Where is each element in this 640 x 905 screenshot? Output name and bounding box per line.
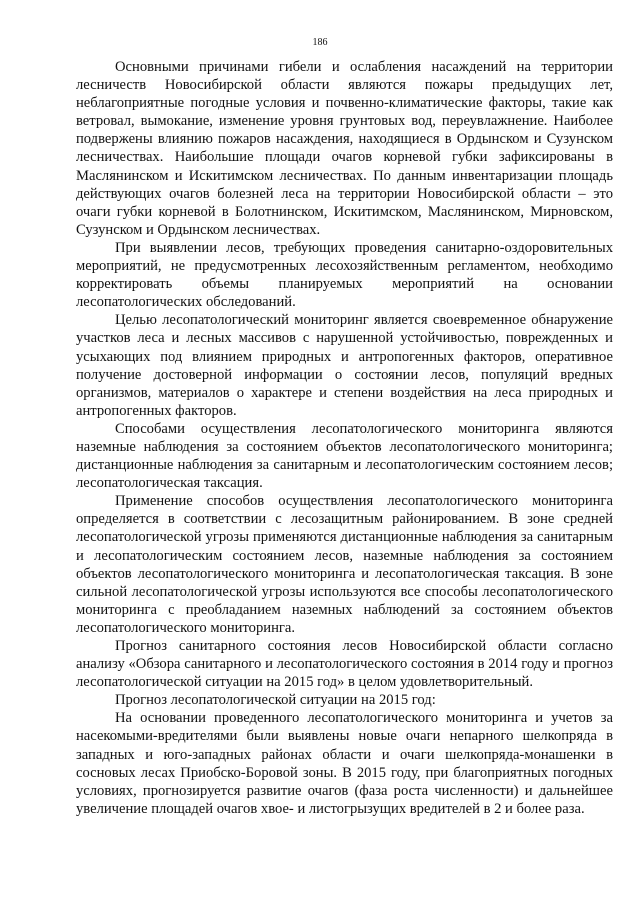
page-number: 186 bbox=[312, 37, 328, 48]
paragraph-pest-forecast: На основании проведенного лесопатологического мониторинга и учетов за насекомыми-вредителями были выявлены новые очаги непарного шелкопряда в западных и юго-западных районах области и очаги шелкопряда-монашенки в сосновых лесах Приобско-Боровой зоны. В 2015 году, при благоприятных погодных условиях, прогнозируется развитие очагов (фаза роста численности) и дальнейшее увеличение площадей очагов хвое- и листогрызущих вредителей в 2 и более раза. bbox=[76, 710, 613, 817]
document-body bbox=[76, 58, 613, 818]
paragraph-forecast-heading: Прогноз лесопатологической ситуации на 2015 год: bbox=[115, 692, 436, 709]
paragraph-causes-of-forest-loss: Основными причинами гибели и ослабления насаждений на территории лесничеств Новосибирской области являются пожары предыдущих лет, неблагоприятные погодные условия и почвенно-климатические факторы, такие как ветровал, вымокание, изменение уровня грунтовых вод, переувлажнение. Наиболее подвержены влиянию пожаров насаждения, находящиеся в Ордынском и Сузунском лесничествах. Наибольшие площади очагов корневой губки зафиксированы в Маслянинском и Искитимском лесничествах. По данным инвентаризации площадь действующих очагов болезней леса на территории Новосибирской области – это очаги губки корневой в Болотнинском, Искитимском, Маслянинском, Мирновском, Сузунском и Ордынском лесничествах. bbox=[76, 59, 613, 238]
paragraph-zoning-application: Применение способов осуществления лесопатологического мониторинга определяется в соответствии с лесозащитным районированием. В зоне средней лесопатологической угрозы применяются дистанционные наблюдения за санитарным и лесопатологическим состоянием лесов, наземные наблюдения за состоянием объектов лесопатологического мониторинга и лесопатологическая таксация. В зоне сильной лесопатологической угрозы используются все способы лесопатологического мониторинга с преобладанием наземных наблюдений за состоянием объектов лесопатологического мониторинга. bbox=[76, 493, 613, 636]
paragraph-monitoring-goal: Целью лесопатологический мониторинг является своевременное обнаружение участков леса и лесных массивов с нарушенной устойчивостью, поврежденных и усыхающих под влиянием природных и антропогенных факторов, оперативное получение достоверной информации о состоянии лесов, популяций вредных организмов, материалов о характере и степени воздействия на леса природных и антропогенных факторов. bbox=[76, 312, 613, 419]
paragraph-sanitary-measures: При выявлении лесов, требующих проведения санитарно-оздоровительных мероприятий, не предусмотренных лесохозяйственным регламентом, необходимо корректировать объемы планируемых мероприятий на основании лесопатологических обследований. bbox=[76, 239, 613, 311]
paragraph-sanitary-forecast: Прогноз санитарного состояния лесов Новосибирской области согласно анализу «Обзора санитарного и лесопатологического состояния в 2014 году и прогноз лесопатологической ситуации на 2015 год» в целом удовлетворительный. bbox=[76, 638, 613, 691]
paragraph-monitoring-methods: Способами осуществления лесопатологического мониторинга являются наземные наблюдения за состоянием объектов лесопатологического мониторинга; дистанционные наблюдения за санитарным и лесопатологическим состоянием лесов; лесопатологическая таксация. bbox=[76, 420, 613, 492]
